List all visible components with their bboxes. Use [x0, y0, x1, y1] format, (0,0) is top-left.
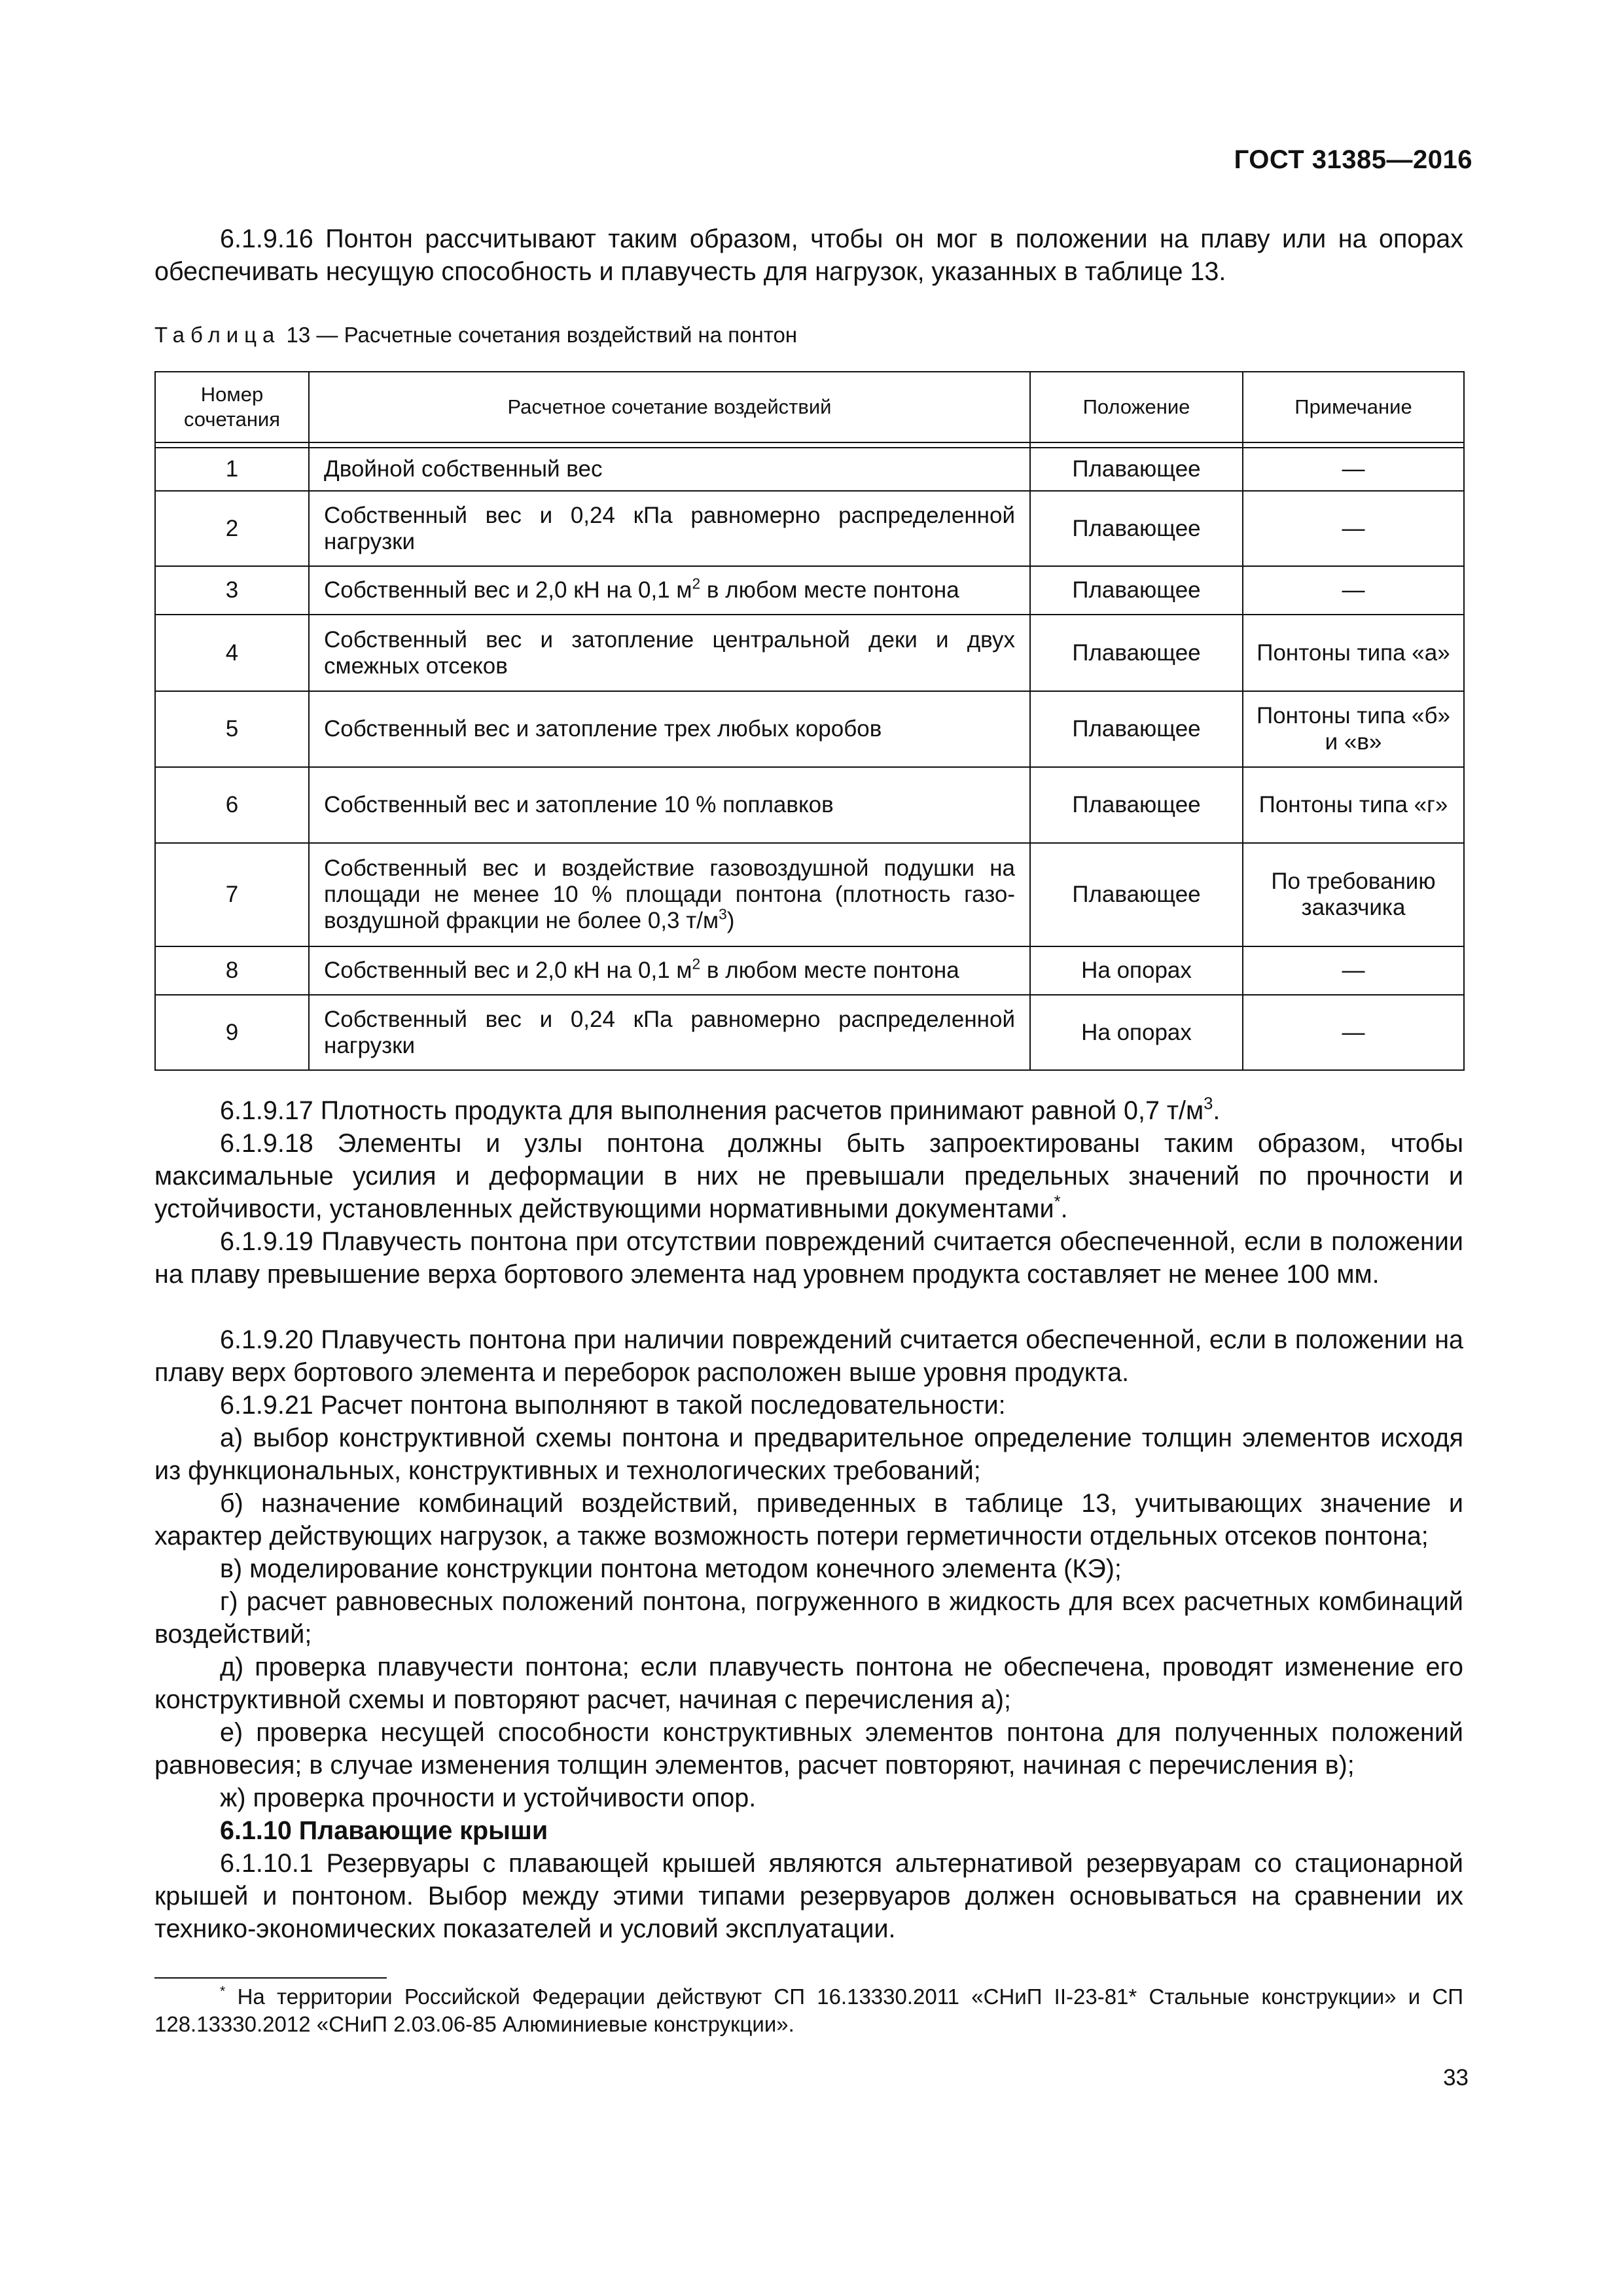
paragraph-text: . [1213, 1096, 1221, 1125]
row-note: По требованию заказчика [1243, 843, 1464, 946]
row-position: Плавающее [1030, 615, 1243, 691]
row-position: Плавающее [1030, 491, 1243, 566]
paragraph-6-1-9-21: 6.1.9.21 Расчет понтона выполняют в такой последовательности: [220, 1391, 1006, 1420]
footnote-text: На территории Российской Федерации действуют СП 16.13330.2011 «СНиП II-23-81* Стальные конструкции» и СП 128.13330.2012 «СНиП 2.03.06-85 Алюминиевые конструкции». [154, 1984, 1463, 2036]
list-item-zh: ж) проверка прочности и устойчивости опор. [220, 1784, 757, 1812]
row-position: Плавающее [1030, 767, 1243, 843]
table-row [155, 691, 1464, 767]
footnote [154, 1983, 1463, 2038]
footnote-mark: * [1054, 1193, 1061, 1211]
table-header-separator [155, 442, 1464, 448]
row-combination [309, 946, 1030, 995]
paragraph-6-1-9-19: 6.1.9.19 Плавучесть понтона при отсутствии повреждений считается обеспеченной, если в положении на плаву превышение верха бортового элемента над уровнем продукта составляет не менее 100 мм. [154, 1227, 1463, 1289]
row-combination-text: Собственный вес и 2,0 кН на 0,1 м [324, 577, 692, 603]
list-item-a: а) выбор конструктивной схемы понтона и предварительное определение толщин элементов исходя из функциональных, конструктивных и технологических требований; [154, 1424, 1463, 1485]
paragraph-6-1-9-18 [154, 1127, 1463, 1225]
row-combination: Двойной собственный вес [309, 448, 1030, 491]
table-caption-text: 13 — Расчетные сочетания воздействий на понтон [280, 323, 798, 347]
row-combination: Собственный вес и затопление трех любых коробов [309, 691, 1030, 767]
row-note: — [1243, 566, 1464, 615]
page-number: 33 [1443, 2065, 1469, 2090]
table-caption-label: Таблица [154, 323, 281, 347]
row-note: — [1243, 995, 1464, 1070]
header-cell-position: Положение [1030, 372, 1243, 442]
document-header: ГОСТ 31385—2016 [1234, 145, 1472, 174]
table-row [155, 843, 1464, 946]
superscript: 3 [1204, 1094, 1213, 1113]
paragraph-text: 6.1.9.17 Плотность продукта для выполнения расчетов принимают равной 0,7 т/м [220, 1096, 1204, 1125]
row-note: Понтоны типа «г» [1243, 767, 1464, 843]
row-position: Плавающее [1030, 691, 1243, 767]
section-heading-6-1-10: 6.1.10 Плавающие крыши [220, 1816, 548, 1845]
row-combination-text: Собственный вес и воздействие газовоздушной подушки на площади не менее 10 % площади понтона (плотность газо-воздушной фракции не более 0,3 т/м [324, 855, 1015, 933]
row-combination: Собственный вес и затопление 10 % поплавков [309, 767, 1030, 843]
table-row [155, 491, 1464, 566]
row-note: Понтоны типа «б» и «в» [1243, 691, 1464, 767]
row-position: Плавающее [1030, 843, 1243, 946]
header-cell-number: Номер сочетания [155, 372, 309, 442]
row-combination-text: в любом месте понтона [700, 958, 959, 983]
row-note: — [1243, 946, 1464, 995]
header-cell-combination: Расчетное сочетание воздействий [309, 372, 1030, 442]
row-combination: Собственный вес и затопление центральной деки и двух смежных отсеков [309, 615, 1030, 691]
paragraph-6-1-10-1: 6.1.10.1 Резервуары с плавающей крышей являются альтернативой резервуарам со стационарной крышей и понтоном. Выбор между этими типами резервуаров должен основываться на сравнении их технико-экономических показателей и условий эксплуатации. [154, 1849, 1463, 1943]
list-item-v: в) моделирование конструкции понтона методом конечного элемента (КЭ); [220, 1554, 1122, 1583]
table-row [155, 615, 1464, 691]
table-13 [154, 371, 1465, 1071]
superscript: 2 [692, 575, 701, 592]
row-combination: Собственный вес и 0,24 кПа равномерно распределенной нагрузки [309, 995, 1030, 1070]
list-item-e: е) проверка несущей способности конструктивных элементов понтона для полученных положений равновесия; в случае изменения толщин элементов, расчет повторяют, начиная с перечисления в); [154, 1718, 1463, 1780]
table-row [155, 946, 1464, 995]
row-number: 2 [155, 491, 309, 566]
table-header-row [155, 372, 1464, 442]
paragraph-6-1-9-17 [154, 1094, 1463, 1127]
table-row [155, 566, 1464, 615]
row-number: 6 [155, 767, 309, 843]
row-combination [309, 566, 1030, 615]
row-position: На опорах [1030, 995, 1243, 1070]
row-note: Понтоны типа «а» [1243, 615, 1464, 691]
row-number: 9 [155, 995, 309, 1070]
paragraph-text: . [1060, 1194, 1068, 1223]
row-number: 7 [155, 843, 309, 946]
row-combination-text: ) [726, 908, 735, 933]
row-note: — [1243, 448, 1464, 491]
paragraph-6-1-9-16: 6.1.9.16 Понтон рассчитывают таким образом, чтобы он мог в положении на плаву или на опорах обеспечивать несущую способность и плавучесть для нагрузок, указанных в таблице 13. [154, 224, 1463, 286]
header-cell-note: Примечание [1243, 372, 1464, 442]
row-combination [309, 843, 1030, 946]
row-number: 8 [155, 946, 309, 995]
superscript: 2 [692, 955, 701, 973]
row-note: — [1243, 491, 1464, 566]
row-number: 1 [155, 448, 309, 491]
paragraph-text: 6.1.9.18 Элементы и узлы понтона должны быть запроектированы таким образом, чтобы максимальные усилия и деформации в них не превышали предельных значений по прочности и устойчивости, установленных действующими нормативными документами [154, 1129, 1463, 1223]
list-item-b: б) назначение комбинаций воздействий, приведенных в таблице 13, учитывающих значение и характер действующих нагрузок, а также возможность потери герметичности отдельных отсеков понтона; [154, 1489, 1463, 1551]
row-combination: Собственный вес и 0,24 кПа равномерно распределенной нагрузки [309, 491, 1030, 566]
row-number: 5 [155, 691, 309, 767]
footnote-mark: * [220, 1983, 226, 2000]
list-item-g: г) расчет равновесных положений понтона, погруженного в жидкость для всех расчетных комбинаций воздействий; [154, 1587, 1463, 1649]
row-position: Плавающее [1030, 566, 1243, 615]
list-item-d: д) проверка плавучести понтона; если плавучесть понтона не обеспечена, проводят изменение его конструктивной схемы и повторяют расчет, начиная с перечисления а); [154, 1653, 1463, 1714]
footnote-divider [154, 1977, 387, 1979]
row-position: На опорах [1030, 946, 1243, 995]
row-number: 3 [155, 566, 309, 615]
table-caption [154, 322, 797, 348]
table-row [155, 995, 1464, 1070]
row-combination-text: Собственный вес и 2,0 кН на 0,1 м [324, 958, 692, 983]
row-number: 4 [155, 615, 309, 691]
paragraph-6-1-9-20: 6.1.9.20 Плавучесть понтона при наличии повреждений считается обеспеченной, если в положении на плаву верх бортового элемента и переборок расположен выше уровня продукта. [154, 1325, 1463, 1387]
superscript: 3 [719, 905, 727, 923]
table-row [155, 448, 1464, 491]
row-position: Плавающее [1030, 448, 1243, 491]
row-combination-text: в любом месте понтона [700, 577, 959, 603]
table-row [155, 767, 1464, 843]
